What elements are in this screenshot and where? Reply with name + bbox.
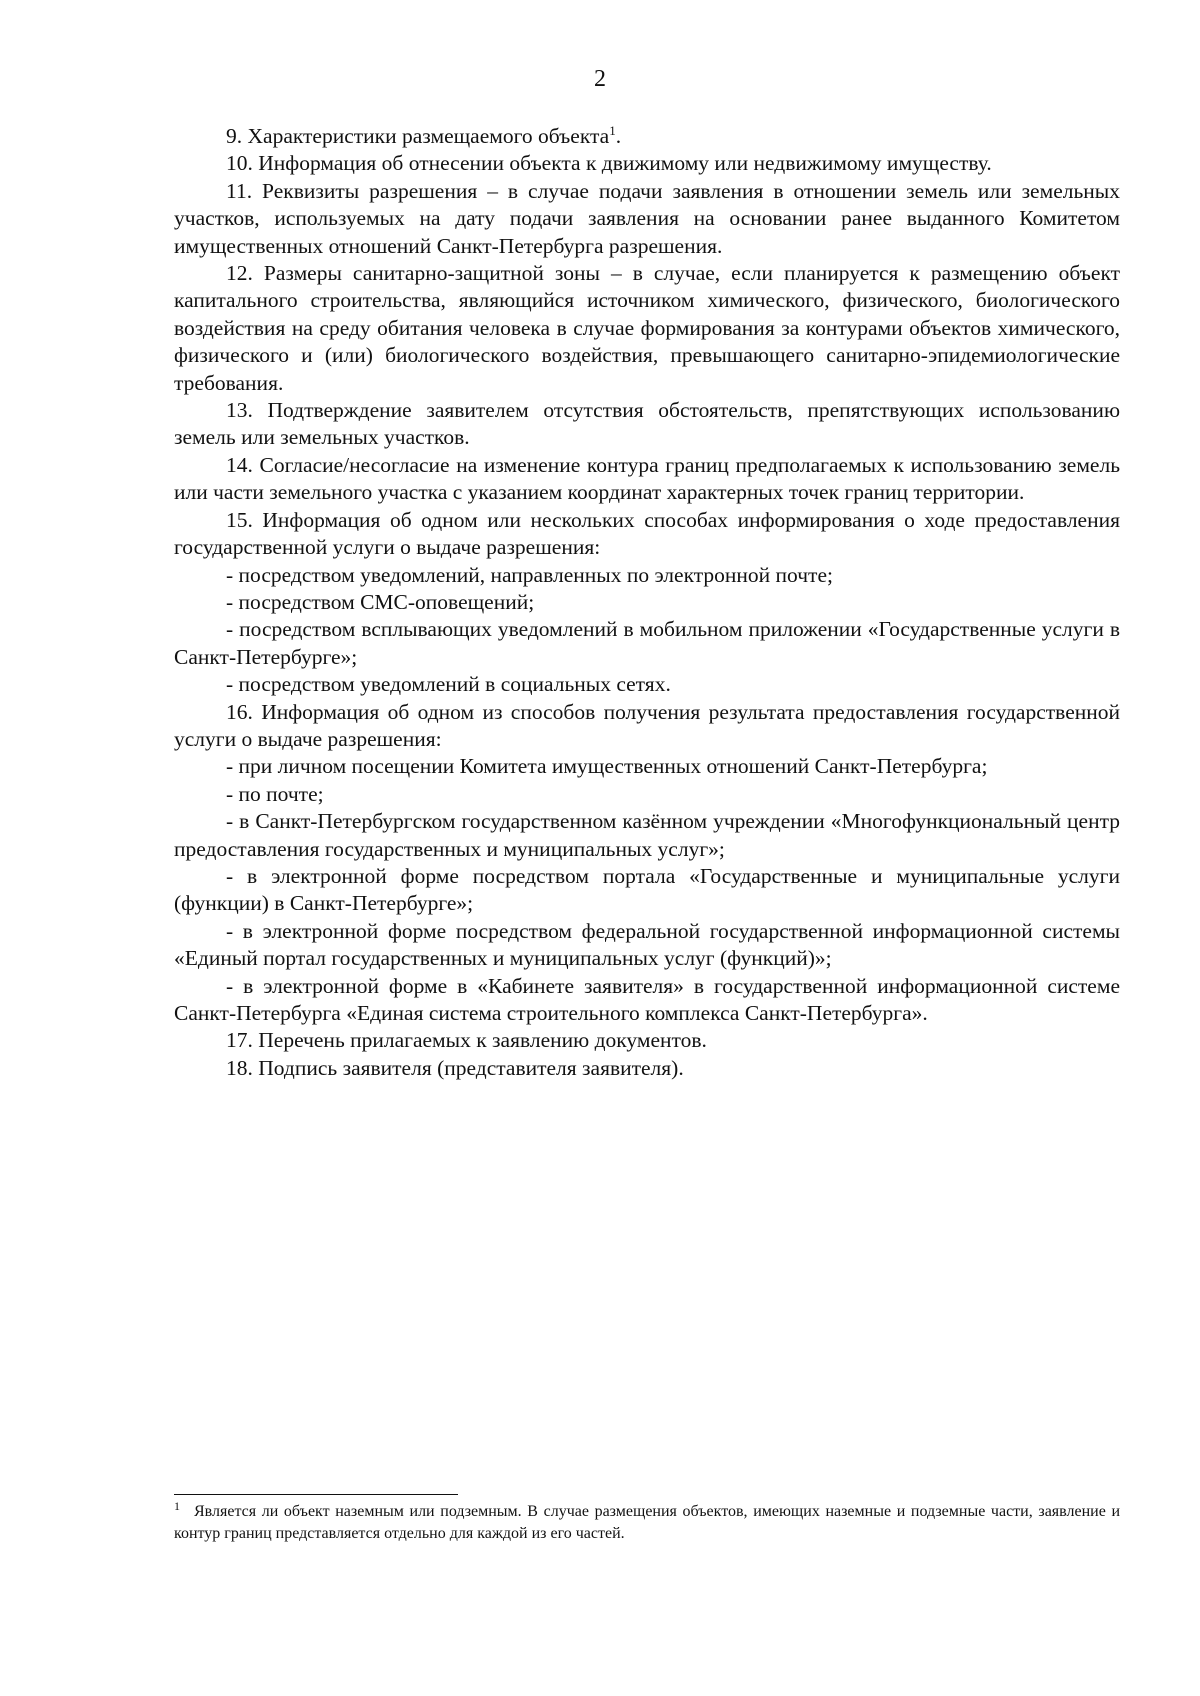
footnote [174, 1498, 1120, 1545]
footnote-text: Является ли объект наземным или подземным. В случае размещения объектов, имеющих наземные и подземные части, заявление и контур границ представляется отдельно для каждой из его частей. [174, 1503, 1120, 1542]
footnote-mark: 1 [174, 1498, 180, 1513]
paragraph-9 [174, 123, 1120, 150]
footnote-reference: 1 [609, 122, 616, 138]
paragraph-17: 17. Перечень прилагаемых к заявлению документов. [226, 1028, 707, 1053]
paragraph-18: 18. Подпись заявителя (представителя заявителя). [226, 1055, 684, 1080]
list-item: - посредством уведомлений в социальных сетях. [226, 672, 671, 697]
list-item: - в Санкт-Петербургском государственном казённом учреждении «Многофункциональный центр предоставления государственных и муниципальных услуг»; [174, 809, 1120, 861]
paragraph-15: 15. Информация об одном или нескольких способах информирования о ходе предоставления государственной услуги о выдаче разрешения: [174, 507, 1120, 560]
list-item: - в электронной форме посредством федеральной государственной информационной системы «Единый портал государственных и муниципальных услуг (функций)»; [174, 918, 1120, 971]
paragraph-12: 12. Размеры санитарно-защитной зоны – в случае, если планируется к размещению объект капитального строительства, являющийся источником химического, физического, биологического воздействия на среду обитания человека в случае формирования за контурами объектов химического, физического и (или) биологического воздействия, превышающего санитарно-эпидемиологические требования. [174, 261, 1120, 395]
list-item: - посредством всплывающих уведомлений в мобильном приложении «Государственные услуги в Санкт-Петербурге»; [174, 617, 1120, 669]
paragraph-16: 16. Информация об одном из способов получения результата предоставления государственной услуги о выдаче разрешения: [174, 699, 1120, 751]
list-item: - посредством уведомлений, направленных по электронной почте; [226, 562, 833, 587]
paragraph-9-text: 9. Характеристики размещаемого объекта [226, 124, 610, 148]
footnote-separator [174, 1494, 458, 1495]
list-item: - посредством СМС-оповещений; [226, 589, 535, 614]
paragraph-13: 13. Подтверждение заявителем отсутствия обстоятельств, препятствующих использованию земель или земельных участков. [174, 398, 1120, 450]
page-number: 2 [594, 66, 606, 92]
paragraph-9-end: . [615, 124, 622, 148]
list-item: - в электронной форме посредством портала «Государственные и муниципальные услуги (функции) в Санкт-Петербурге»; [174, 863, 1120, 916]
paragraph-14: 14. Согласие/несогласие на изменение контура границ предполагаемых к использованию земель или части земельного участка с указанием координат характерных точек границ территории. [174, 452, 1120, 505]
list-item: - в электронной форме в «Кабинете заявителя» в государственной информационной системе Санкт-Петербурга «Единая система строительного комплекса Санкт-Петербурга». [174, 973, 1120, 1025]
paragraph-10: 10. Информация об отнесении объекта к движимому или недвижимому имуществу. [226, 151, 992, 176]
list-item: - по почте; [226, 781, 324, 806]
list-item: - при личном посещении Комитета имущественных отношений Санкт-Петербурга; [226, 754, 988, 779]
paragraph-11: 11. Реквизиты разрешения – в случае подачи заявления в отношении земель или земельных участков, используемых на дату подачи заявления на основании ранее выданного Комитетом имущественных отношений Санкт-Петербурга разрешения. [174, 178, 1120, 258]
document-body [174, 123, 1120, 1082]
